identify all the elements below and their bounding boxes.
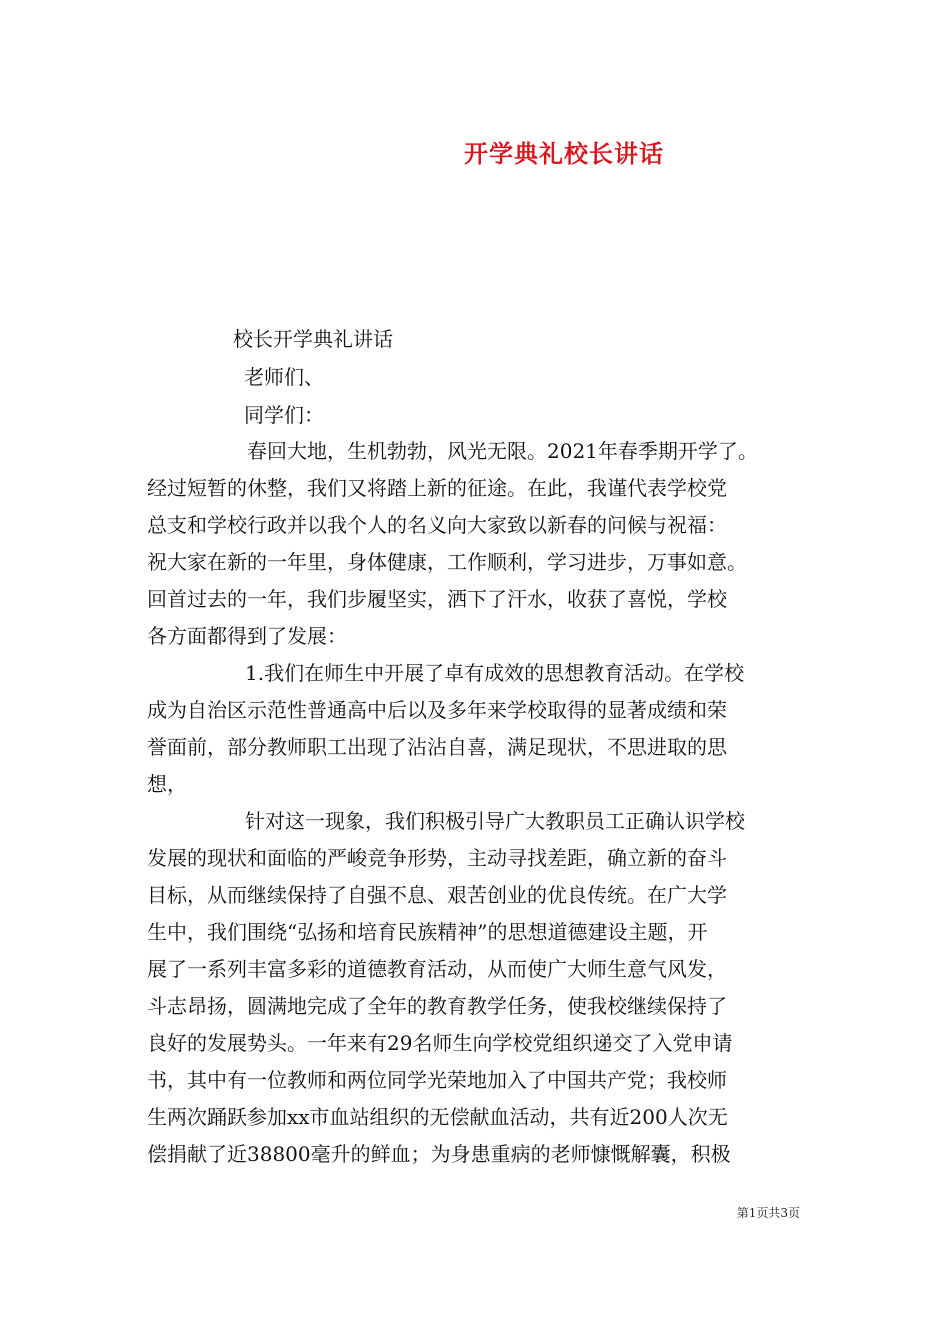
paragraph-line: 经过短暂的休整，我们又将踏上新的征途。在此，我谨代表学校党 xyxy=(147,476,727,500)
paragraph-line: 斗志昂扬，圆满地完成了全年的教育教学任务，使我校继续保持了 xyxy=(147,994,727,1018)
paragraph-line: 成为自治区示范性普通高中后以及多年来学校取得的显著成绩和荣 xyxy=(147,698,727,722)
greeting-teachers: 老师们、 xyxy=(244,365,324,389)
paragraph-line: 想， xyxy=(147,772,187,796)
page-number: 第1页共3页 xyxy=(736,1206,800,1220)
greeting-students: 同学们： xyxy=(244,403,324,427)
speech-subtitle: 校长开学典礼讲话 xyxy=(233,327,393,351)
document-title: 开学典礼校长讲话 xyxy=(464,139,664,168)
paragraph-line: 良好的发展势头。一年来有29名师生向学校党组织递交了入党申请 xyxy=(147,1031,733,1055)
paragraph-line: 书，其中有一位教师和两位同学光荣地加入了中国共产党；我校师 xyxy=(147,1068,727,1092)
paragraph-line: 回首过去的一年，我们步履坚实，洒下了汗水，收获了喜悦，学校 xyxy=(147,587,727,611)
paragraph-line: 偿捐献了近38800毫升的鲜血；为身患重病的老师慷慨解囊，积极 xyxy=(147,1142,731,1166)
paragraph-line: 1.我们在师生中开展了卓有成效的思想教育活动。在学校 xyxy=(245,661,745,685)
paragraph-line: 誉面前，部分教师职工出现了沾沾自喜，满足现状，不思进取的思 xyxy=(147,735,727,759)
paragraph-line: 生中，我们围绕“弘扬和培育民族精神”的思想道德建设主题，开 xyxy=(147,920,708,944)
paragraph-line: 发展的现状和面临的严峻竞争形势，主动寻找差距，确立新的奋斗 xyxy=(147,846,727,870)
paragraph-line: 总支和学校行政并以我个人的名义向大家致以新春的问候与祝福： xyxy=(147,513,727,537)
paragraph-line: 祝大家在新的一年里，身体健康，工作顺利，学习进步，万事如意。 xyxy=(147,550,747,574)
paragraph-line: 春回大地，生机勃勃，风光无限。2021年春季期开学了。 xyxy=(247,439,758,463)
paragraph-line: 各方面都得到了发展： xyxy=(147,624,347,648)
paragraph-line: 针对这一现象，我们积极引导广大教职员工正确认识学校 xyxy=(245,809,745,833)
paragraph-line: 目标，从而继续保持了自强不息、艰苦创业的优良传统。在广大学 xyxy=(147,883,727,907)
paragraph-line: 展了一系列丰富多彩的道德教育活动，从而使广大师生意气风发， xyxy=(147,957,727,981)
paragraph-line: 生两次踊跃参加xx市血站组织的无偿献血活动，共有近200人次无 xyxy=(147,1105,728,1129)
